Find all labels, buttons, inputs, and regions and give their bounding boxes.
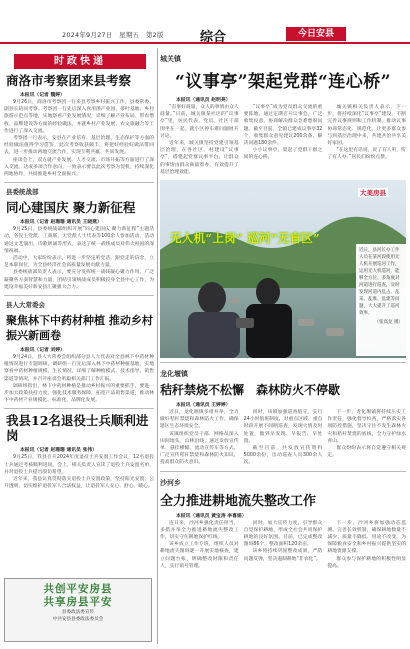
caption-text: 近日，县河长办工作人员在某河段使用无人机开展巡河工作，运用无人机巡河，能够全方位、多角度对河道进行巡查，及时发现河道内乱占、乱采、乱堆、乱建等问题，大大提升了巡河效率。	[359, 248, 400, 317]
article-paragraph: 近年来，城关镇坚持党建引领基层治理，在各社区、村建设“议事亭”，搭建起党群议事平台，让群众的事情由群众商量着办，有效提升了基层治理效能。	[160, 141, 239, 175]
article-farmland	[160, 478, 406, 570]
article-paragraph: 同时，加大宣传力度，引导群众自觉保护耕地，形成全社会共同保护耕地的良好氛围。目前，已完成整改图斑86个，整改面积120余亩。	[243, 520, 323, 548]
column-divider	[157, 48, 158, 644]
article-kicker: 城关镇	[160, 55, 181, 63]
article-paragraph: “议事亭”成为党员群众交流的重要阵地。通过定期召开议事会，广泛收集民意，协商解决群众急难愁盼问题。截至目前，全镇已建成议事亭32个，收集群众意见建议200余条，解决问题180余件。	[243, 105, 323, 147]
article-paragraph: 同时，该镇加强巡查值守，实行24小时值班制度，对重点区域、重点时段开展不间断巡查，发现火情及时处置，做到早发现、早报告、早处置。	[243, 410, 323, 444]
photographer-credit: （张高龙 摄）	[374, 320, 403, 326]
ad-slogan-2: 共享房县平安	[43, 596, 113, 608]
article-paragraph: 9月24日，县人大常委会组织部分县人大代表对全县林下中药材种植情况进行专题调研。调研组一行先后深入林下中药材种植基地，实地察看中药材种植规模、生长情况，详细了解种植模式、技术指导、销售渠道等情况，并召开座谈会听取相关部门工作汇报。	[4, 355, 154, 382]
divider	[4, 182, 154, 183]
article-kicker: 县委统战部	[6, 188, 39, 197]
article-paragraph: 近日，龙化堰镇多措并举，全力做好秸秆禁烧和森林防火工作，确保辖区生态环境安全。	[160, 410, 239, 430]
article-paragraph: 该乡成立工作专班，组织人员对耕地流失图斑逐一开展实地核查，建立问题台账，明确整改时限和责任人，实行销号管理。	[160, 542, 239, 569]
article-paragraph: 截至目前，共发放宣传资料5000余份，出动巡查人员300余人次。	[243, 446, 323, 466]
article-paragraph: “在这里有话说，说了有人听，听了有人办。”居民们纷纷点赞。	[327, 148, 407, 161]
article-paragraph: 9月25日，县委统战部组织开展“同心建国庆 聚力新征程”主题活动，各民主党派、工商联、无党派人士代表等100余人参加活动。活动通过文艺演出、诗歌朗诵等形式，表达了统一战线成员对伟大祖国的深情祝福。	[4, 227, 154, 254]
lead-headline: “议事亭”架起党群“连心桥”	[174, 72, 392, 92]
article-paragraph: 该镇组织党员干部、网格员深入田间地头、山林沿线，通过发放宣传单、悬挂横幅、流动宣传车等方式，广泛宣传秸秆禁烧和森林防火知识，提高群众防火意识。	[160, 431, 239, 466]
scenic-sign: 大美房县	[360, 189, 386, 198]
photo-banner: 无人机“上岗” 巡河“无盲区”	[170, 231, 320, 246]
article-paragraph: 近年来，我县认真贯彻落实退役士兵安置政策，坚持阳光安置、公开透明，切实维护退役军人合法权益，让退役军人安心、舒心、暖心。	[4, 477, 154, 490]
article-byline: 本报讯（通讯员 王婷婷）	[176, 403, 231, 409]
article-veterans	[4, 413, 154, 490]
article-paragraph: 调研组指出，林下中药材种植是推动乡村振兴的重要抓手，要进一步加大政策扶持力度，强化技术服务保障，拓宽产品销售渠道，推动林下中药材产业规模化、标准化、品牌化发展。	[4, 383, 154, 404]
article-delegation	[4, 73, 154, 178]
article-paragraph: 活动中，大家纷纷表示，将进一步坚定听党话、跟党走的信念，立足本职岗位，为全县经济社会高质量发展贡献力量。	[4, 256, 154, 269]
article-paragraph: 下一步，龙化堰镇将持续压实工作责任，强化督导检查，严格落实各项防控措施，坚决守住不发生森林火灾和秸秆焚烧的底线，全力守护绿水青山。	[327, 410, 407, 444]
right-column	[160, 48, 406, 646]
article-paragraph: 考察团一行表示，安县在产业培育、基层治理、生态保护等方面的经验做法值得学习借鉴，此次考察收获颇丰，将把好经验好做法带回去，进一步推动两地交流合作，实现互利共赢、共同发展。	[4, 136, 154, 156]
article-paragraph: 城关镇相关负责人表示，下一步，将持续深化“议事亭”建设，不断完善议事规则和工作机制，推动议事协商常态化、规范化，让更多群众参与到基层治理中来，共建共治共享美好家园。	[327, 105, 407, 147]
article-paragraph: 9月25日，我县召开2024年度退役士兵安置工作会议，12名退役士兵通过考核顺利进岗。会上，相关负责人宣读了退役士兵安置名单，并对退役士兵提出殷切希望。	[4, 455, 154, 475]
article-title: 全力推进耕地流失整改工作	[160, 493, 317, 509]
article-herbal	[4, 300, 154, 404]
news-photo	[160, 180, 406, 358]
divider	[4, 408, 154, 409]
ad-slogan-1: 共创平安房县	[43, 583, 113, 595]
article-kicker: 龙化堰镇	[160, 370, 188, 379]
article-paragraph: 群众参与保护耕地的积极性明显提高。	[327, 556, 407, 569]
politics-banner: 时政快递	[14, 54, 146, 69]
ad-note: 县委政法委宣传	[61, 610, 95, 615]
article-title: 我县12名退役士兵顺利进岗	[6, 413, 149, 444]
article-paragraph: 连日来，沙河乡强化责任担当，多措并举全力推进耕地流失整改工作，切实守住耕地保护红线。	[160, 520, 239, 541]
article-title: 秸秆禁烧不松懈 森林防火不停歇	[160, 383, 341, 398]
section-title: 综合	[200, 30, 227, 45]
ad-sponsor: 中共安县县委政法委员会	[52, 617, 104, 622]
article-paragraph: 县委统战部负责人表示，要充分发挥统一战线凝心聚力作用，广泛凝聚各方面智慧和力量，团结引领统战成员积极投身全县中心工作，为建设幸福美好新安县汇聚强大合力。	[4, 270, 154, 290]
article-byline: 本报讯（记者 魏婷）	[20, 93, 65, 98]
left-column	[4, 48, 154, 646]
article-title: 同心建国庆 聚力新征程	[6, 200, 136, 216]
public-service-ad	[4, 578, 152, 642]
photo-caption	[356, 244, 406, 356]
article-kicker: 沙河乡	[160, 478, 181, 487]
divider	[160, 471, 406, 472]
article-paragraph: 小小议事亭，架起了党群干群之间的连心桥。	[243, 148, 323, 161]
divider	[160, 362, 406, 363]
article-paragraph: 9月26日，商洛市考察团一行来县考察乡村振兴工作，县委常委、副县长陪同考察。考察团一行先后深入食用菌产业园、茶叶基地、乡村旅游示范点等地，实地察看产业发展情况，详细了解产业布局、带农增收、品牌建设等方面的经验做法，并就乡村产业发展、农文旅融合等工作进行了深入交流。	[4, 100, 154, 134]
article-paragraph: 群众纷纷表示将自觉遵守相关规定。	[327, 446, 407, 459]
divider	[4, 295, 154, 296]
article-byline: 本报讯（通讯员 黄宝涛 李喜娟）	[176, 513, 247, 519]
page-header	[0, 0, 410, 44]
article-byline: 本报讯（记者 刘婷）	[20, 348, 65, 354]
article-byline: 本报讯（通讯员 赵明亮）	[176, 98, 231, 103]
article-fire-prevention	[160, 369, 406, 467]
article-kicker: 县人大常委会	[6, 301, 45, 310]
article-paragraph: 该乡将持续巩固整改成果，严防问题反弹，坚决遏制耕地“非农化”。	[243, 549, 323, 562]
issue-date: 2024年9月27日 星期五 第2版	[62, 31, 164, 39]
article-byline: 本报讯（记者 赵珊珊 通讯员 王晓燕）	[20, 220, 102, 226]
article-paragraph: “有事好商量，众人的事情由众人商量。”日前，城关镇某社区的“议事亭”里，居民代表、党员、社区干部围坐在一起，就小区停车难问题展开讨论。	[160, 105, 239, 139]
article-paragraph: 座谈会上，双方就产业发展、人才交流、市场开拓等方面进行了深入交流，达成多项合作意向，一致表示要以此次考察为契机，持续深化两地协作，共同推进乡村全面振兴。	[4, 157, 154, 178]
article-united-front	[4, 187, 154, 291]
article-title: 聚焦林下中药材种植 推动乡村振兴新画卷	[6, 314, 153, 343]
lead-article-body	[160, 104, 406, 176]
article-title: 商洛市考察团来县考察	[6, 73, 132, 88]
newspaper-logo: 今日安县	[286, 27, 346, 41]
article-paragraph: 下一步，沙河乡将加强动态监测，完善长效机制，确保耕地数量不减少、质量不降低、用途不改变，为保障粮食安全和乡村振兴提供坚实的耕地资源支撑。	[327, 520, 407, 555]
article-byline: 本报讯（记者 赵珊珊 通讯员 张伟）	[20, 448, 97, 454]
